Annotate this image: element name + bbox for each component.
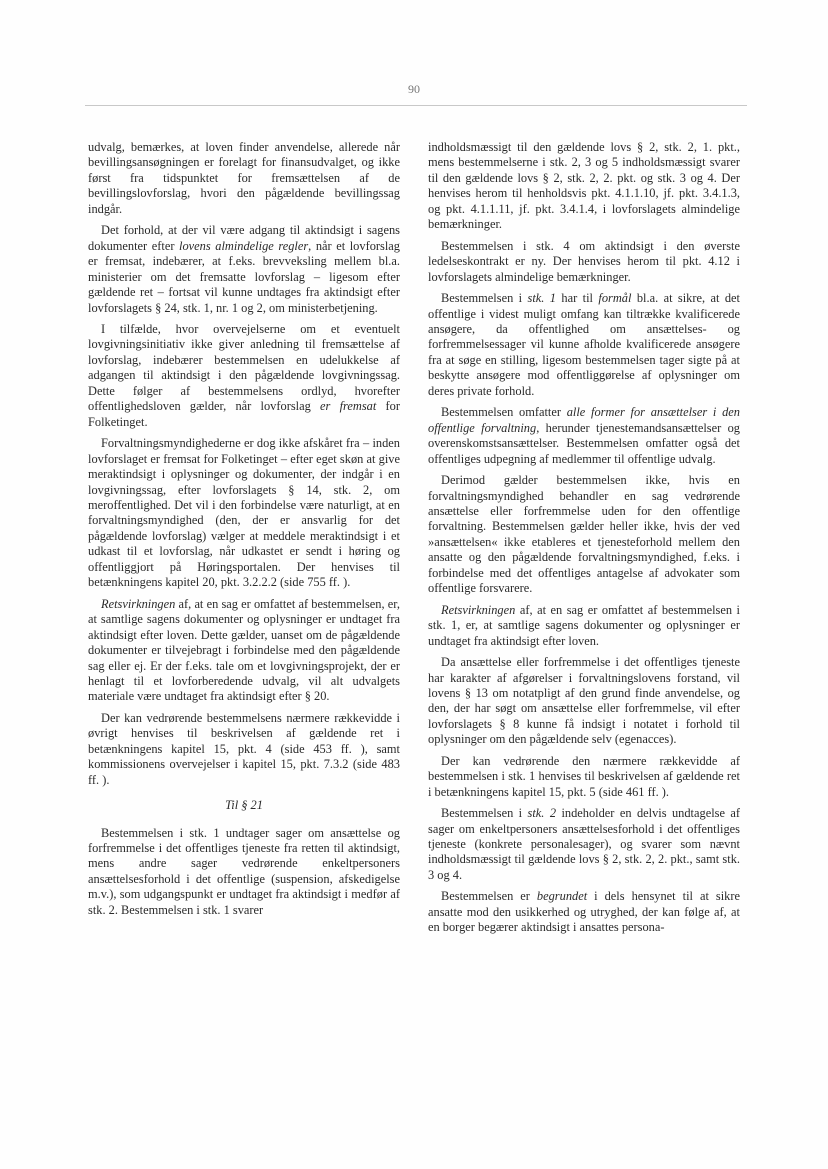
text-run: i dels hensynet til at sikre ansatte mod den usikkerhed og utryghed, der kan følge af, at en borger begærer aktindsigt i ansattes persona- xyxy=(428,889,740,935)
text-run: for Folketinget. xyxy=(88,399,400,429)
paragraph xyxy=(428,239,740,285)
page-number: 90 xyxy=(408,82,420,96)
italic-text: Retsvirkningen xyxy=(101,596,176,611)
italic-text: formål xyxy=(598,291,632,306)
paragraph xyxy=(428,806,740,883)
italic-text: begrundet xyxy=(536,889,588,904)
paragraph xyxy=(428,603,740,649)
text-run: Derimod gælder bestemmelsen ikke, hvis en forvaltningsmyndighed behandler en sag vedrørende ansættelse eller forfremmelse uden for den offentlige forvaltning. Bestemmelsen gælder heller ikke, hvis der ved »ansættelsen« ikke etableres et tjenesteforhold mellem den ansatte og den pågældende forvaltningsmyndighed, f.eks. i forbindelse med det offentliges antagelse af advokater som offentlige forsvarere. xyxy=(428,473,740,596)
paragraph xyxy=(88,826,400,919)
text-run: af, at en sag er omfattet af bestemmelsen i stk. 1, er, at samtlige sagens dokumenter og oplysninger er undtaget fra aktindsigt efter loven. xyxy=(428,602,740,648)
paragraph xyxy=(428,405,740,467)
text-run: bl.a. at sikre, at det offentlige i videst muligt omfang kan tiltrække kvalificerede ansøgere, da offentlighed om ansættelses- og forfremmelsessager vil kunne afholde kvalificerede ansøgere fra at søge en stilling, ligesom bestemmelsen tager sigte på at beskytte ansøgere mod offentliggørelse af oplysninger om deres private forhold. xyxy=(428,291,740,398)
section-heading xyxy=(88,798,400,813)
text-run: Bestemmelsen i stk. 4 om aktindsigt i den øverste ledelseskontrakt er ny. Der henvises herom til pkt. 4.12 i lovforslagets almindelige bemærkninger. xyxy=(428,238,740,284)
text-run: Bestemmelsen er xyxy=(441,889,537,904)
paragraph xyxy=(88,711,400,788)
italic-text: Til § 21 xyxy=(225,798,263,813)
italic-text: lovens almindelige regler xyxy=(179,238,309,253)
paragraph xyxy=(88,223,400,316)
text-run: Der kan vedrørende den nærmere rækkevidde af bestemmelsen i stk. 1 henvises til beskrivelsen af gældende ret i betænkningens kapitel 15, pkt. 5 (side 461 ff. ). xyxy=(428,753,740,799)
left-column xyxy=(88,140,400,924)
text-run: indeholder en delvis undtagelse af sager om enkeltpersoners ansættelsesforhold i det offentliges tjeneste (konkrete personalesager), og svarer som nævnt indholdsmæssigt til gældende lovs § 2, stk. 2, 2. pkt., samt stk. 3 og 4. xyxy=(428,806,741,882)
text-run: af, at en sag er omfattet af bestemmelsen, er, at samtlige sagens dokumenter og oplysninger er undtaget fra aktindsigt efter loven. Dette gælder, uanset om de pågældende dokumenter er tilvejebragt i forbindelse med den pågældende sag eller ej. Er der f.eks. tale om et lovgivningsprojekt, der er henlagt til et lovforberedende udvalg, vil alt udvalgets materiale være undtaget fra aktindsigt efter § 20. xyxy=(88,596,400,704)
paragraph xyxy=(88,140,400,217)
right-column xyxy=(428,140,740,942)
paragraph xyxy=(88,436,400,591)
paragraph xyxy=(428,140,740,233)
text-run: Forvaltningsmyndighederne er dog ikke afskåret fra – inden lovforslaget er fremsat for Folketinget – efter eget skøn at give meraktindsigt i oplysninger og dokumenter, der indgår i en lovgivningssag, efter lovforslagets § 14, stk. 2, om meroffentlighed. Det vil i den forbindelse være naturligt, at en forvaltningsmyndighed (den, der er ansvarlig for det pågældende lovforslag) vælger at meddele meraktindsigt i et udkast til et lovforslag, når udkastet er sendt i høring og offentliggjort på Høringsportalen. Der henvises til betænkningens kapitel 20, pkt. 3.2.2.2 (side 755 ff. ). xyxy=(88,436,400,590)
text-run: , når et lovforslag er fremsat, indebærer, at f.eks. brevveksling mellem bl.a. ministerier om det fremsatte lovforslag – ligesom efter gældende ret – fortsat vil kunne undtages fra aktindsigt efter lovforslagets § 24, stk. 1, nr. 1 og 2, om ministerbetjening. xyxy=(88,238,400,315)
text-run: Bestemmelsen i xyxy=(441,291,528,306)
italic-text: alle former for ansættelser i den offentlige forvaltning xyxy=(428,405,740,435)
paragraph xyxy=(428,889,740,935)
text-run: Der kan vedrørende bestemmelsens nærmere rækkevidde i øvrigt henvises til beskrivelsen af gældende ret i betænkningens kapitel 15, pkt. 4 (side 453 ff. ), samt kommissionens overvejelser i kapitel 15, pkt. 7.3.2 (side 483 ff. ). xyxy=(88,710,400,787)
paragraph xyxy=(88,597,400,705)
paragraph xyxy=(428,754,740,800)
italic-text: stk. 2 xyxy=(527,806,557,821)
paragraph xyxy=(428,655,740,748)
text-run: Det forhold, at der vil være adgang til aktindsigt i sagens dokumenter efter xyxy=(88,223,400,253)
text-run: Da ansættelse eller forfremmelse i det offentliges tjeneste har karakter af afgørelser i forvaltningslovens forstand, vil lovens § 13 om notatpligt af den grund finde anvendelse, og den, der har søgt om ansættelse eller forfremmelse, vil efter lovforslagets § 8 kunne få indsigt i notatet i forhold til oplysninger om den pågældende selv (egenacces). xyxy=(428,655,740,747)
text-run: , herunder tjenestemandsansættelser og overenskomstsansættelser. Bestemmelsen omfatter også det offentliges udpegning af medlemmer til offentlige udvalg. xyxy=(428,420,740,466)
italic-text: Retsvirkningen xyxy=(441,602,516,617)
text-run: Bestemmelsen omfatter xyxy=(441,405,567,420)
header-rule xyxy=(85,105,747,106)
text-run: Bestemmelsen i stk. 1 undtager sager om ansættelse og forfremmelse i det offentliges tjeneste fra retten til aktindsigt, mens andre sager vedrørende enkeltpersoners ansættelsesforhold i det offentlige (suspension, afskedigelse m.v.), som udgangspunkt er undtaget fra aktindsigt i medfør af stk. 2. Bestemmelsen i stk. 1 svarer xyxy=(88,825,400,917)
paragraph xyxy=(428,291,740,399)
text-run: Bestemmelsen i xyxy=(441,806,528,821)
text-run: indholdsmæssigt til den gældende lovs § 2, stk. 2, 1. pkt., mens bestemmelserne i stk. 2, 3 og 5 indholdsmæssigt svarer til den gældende lovs § 2, stk. 2, 2. pkt. og stk. 3 og 4. Der henvises herom til henholdsvis pkt. 4.1.1.10, jf. pkt. 3.4.1.3, og pkt. 4.1.1.11, jf. pkt. 3.4.1.4, i lovforslagets almindelige bemærkninger. xyxy=(428,140,740,232)
paragraph xyxy=(428,473,740,597)
italic-text: er fremsat xyxy=(320,399,377,414)
paragraph xyxy=(88,322,400,430)
text-run: udvalg, bemærkes, at loven finder anvendelse, allerede når bevillingsansøgningen er forelagt for finansudvalget, og ikke først fra tidspunktet for fremsættelsen af de bevillingslovforslag, hvori den pågældende bevillingssag indgår. xyxy=(88,140,400,216)
italic-text: stk. 1 xyxy=(527,291,556,306)
text-run: har til xyxy=(556,291,599,306)
text-run: I tilfælde, hvor overvejelserne om et eventuelt lovgivningsinitiativ ikke giver anledning til fremsættelse af lovforslag, indebærer bestemmelsen en udelukkelse af adgangen til aktindsigt i den pågældende lovgivningssag. Dette følger af bestemmelsens ordlyd, hvorefter offentlighedsloven gælder, når lovforslag xyxy=(88,321,400,414)
